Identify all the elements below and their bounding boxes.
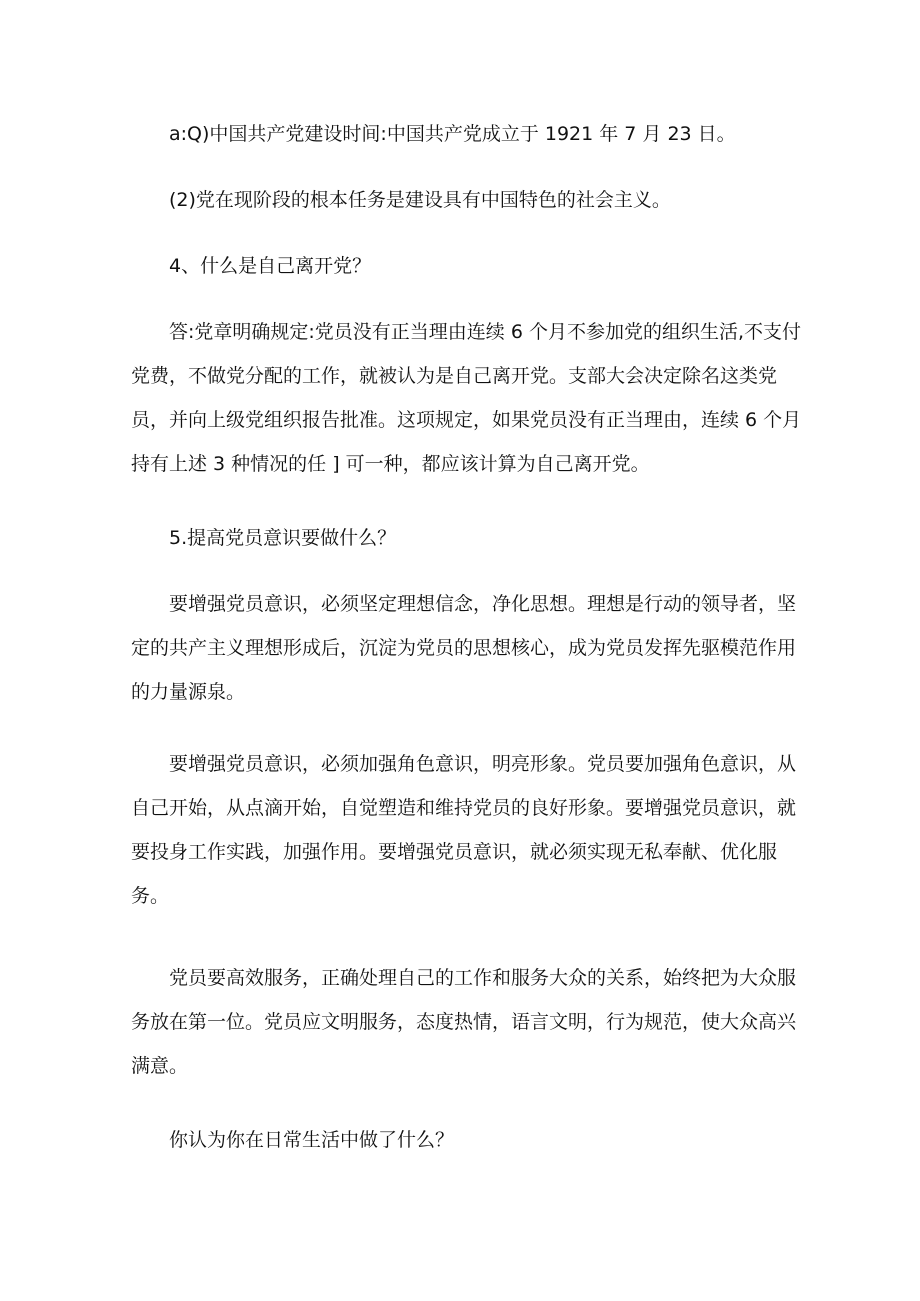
text-line: 满意。 bbox=[131, 1055, 189, 1077]
text-line: 务放在第一位。党员应文明服务，态度热情，语言文明，行为规范，使大众高兴 bbox=[131, 1011, 797, 1033]
paragraph-role-awareness bbox=[131, 742, 797, 918]
text-line: 自己开始，从点滴开始，自觉塑造和维持党员的良好形象。要增强党员意识，就 bbox=[131, 797, 797, 819]
answer-paragraph-4 bbox=[131, 310, 802, 486]
text-line: 4、什么是自己离开党？ bbox=[169, 255, 372, 277]
text-line: 要增强党员意识，必须加强角色意识，明亮形象。党员要加强角色意识，从 bbox=[169, 753, 797, 775]
paragraph-ideals bbox=[131, 582, 797, 714]
paragraph-founding-date bbox=[131, 112, 791, 156]
paragraph-service bbox=[131, 956, 797, 1088]
paragraph-fundamental-task bbox=[131, 178, 791, 222]
closing-question bbox=[131, 1118, 791, 1162]
text-line: 5.提高党员意识要做什么？ bbox=[169, 527, 397, 549]
text-line: 定的共产主义理想形成后，沉淀为党员的思想核心，成为党员发挥先驱模范作用 bbox=[131, 637, 797, 659]
question-heading-4 bbox=[131, 244, 791, 288]
text-line: 答:党章明确规定:党员没有正当理由连续 6 个月不参加党的组织生活,不支付 bbox=[169, 321, 802, 343]
text-line: 党费，不做党分配的工作，就被认为是自己离开党。支部大会决定除名这类党 bbox=[131, 365, 778, 387]
text-line: 党员要高效服务，正确处理自己的工作和服务大众的关系，始终把为大众服 bbox=[169, 967, 797, 989]
text-line: 要增强党员意识，必须坚定理想信念，净化思想。理想是行动的领导者，坚 bbox=[169, 593, 797, 615]
text-line: 务。 bbox=[131, 885, 170, 907]
text-line: a:Q)中国共产党建设时间:中国共产党成立于 1921 年 7 月 23 日。 bbox=[169, 123, 736, 145]
text-line: 员，并向上级党组织报告批准。这项规定，如果党员没有正当理由，连续 6 个月 bbox=[131, 409, 802, 431]
text-line: 的力量源泉。 bbox=[131, 681, 246, 703]
text-line: (2)党在现阶段的根本任务是建设具有中国特色的社会主义。 bbox=[169, 189, 671, 211]
text-line: 你认为你在日常生活中做了什么？ bbox=[169, 1129, 455, 1151]
text-line: 持有上述 3 种情况的任 ] 可一种，都应该计算为自己离开党。 bbox=[131, 453, 650, 475]
question-heading-5 bbox=[131, 516, 791, 560]
text-line: 要投身工作实践，加强作用。要增强党员意识，就必须实现无私奉献、优化服 bbox=[131, 841, 778, 863]
